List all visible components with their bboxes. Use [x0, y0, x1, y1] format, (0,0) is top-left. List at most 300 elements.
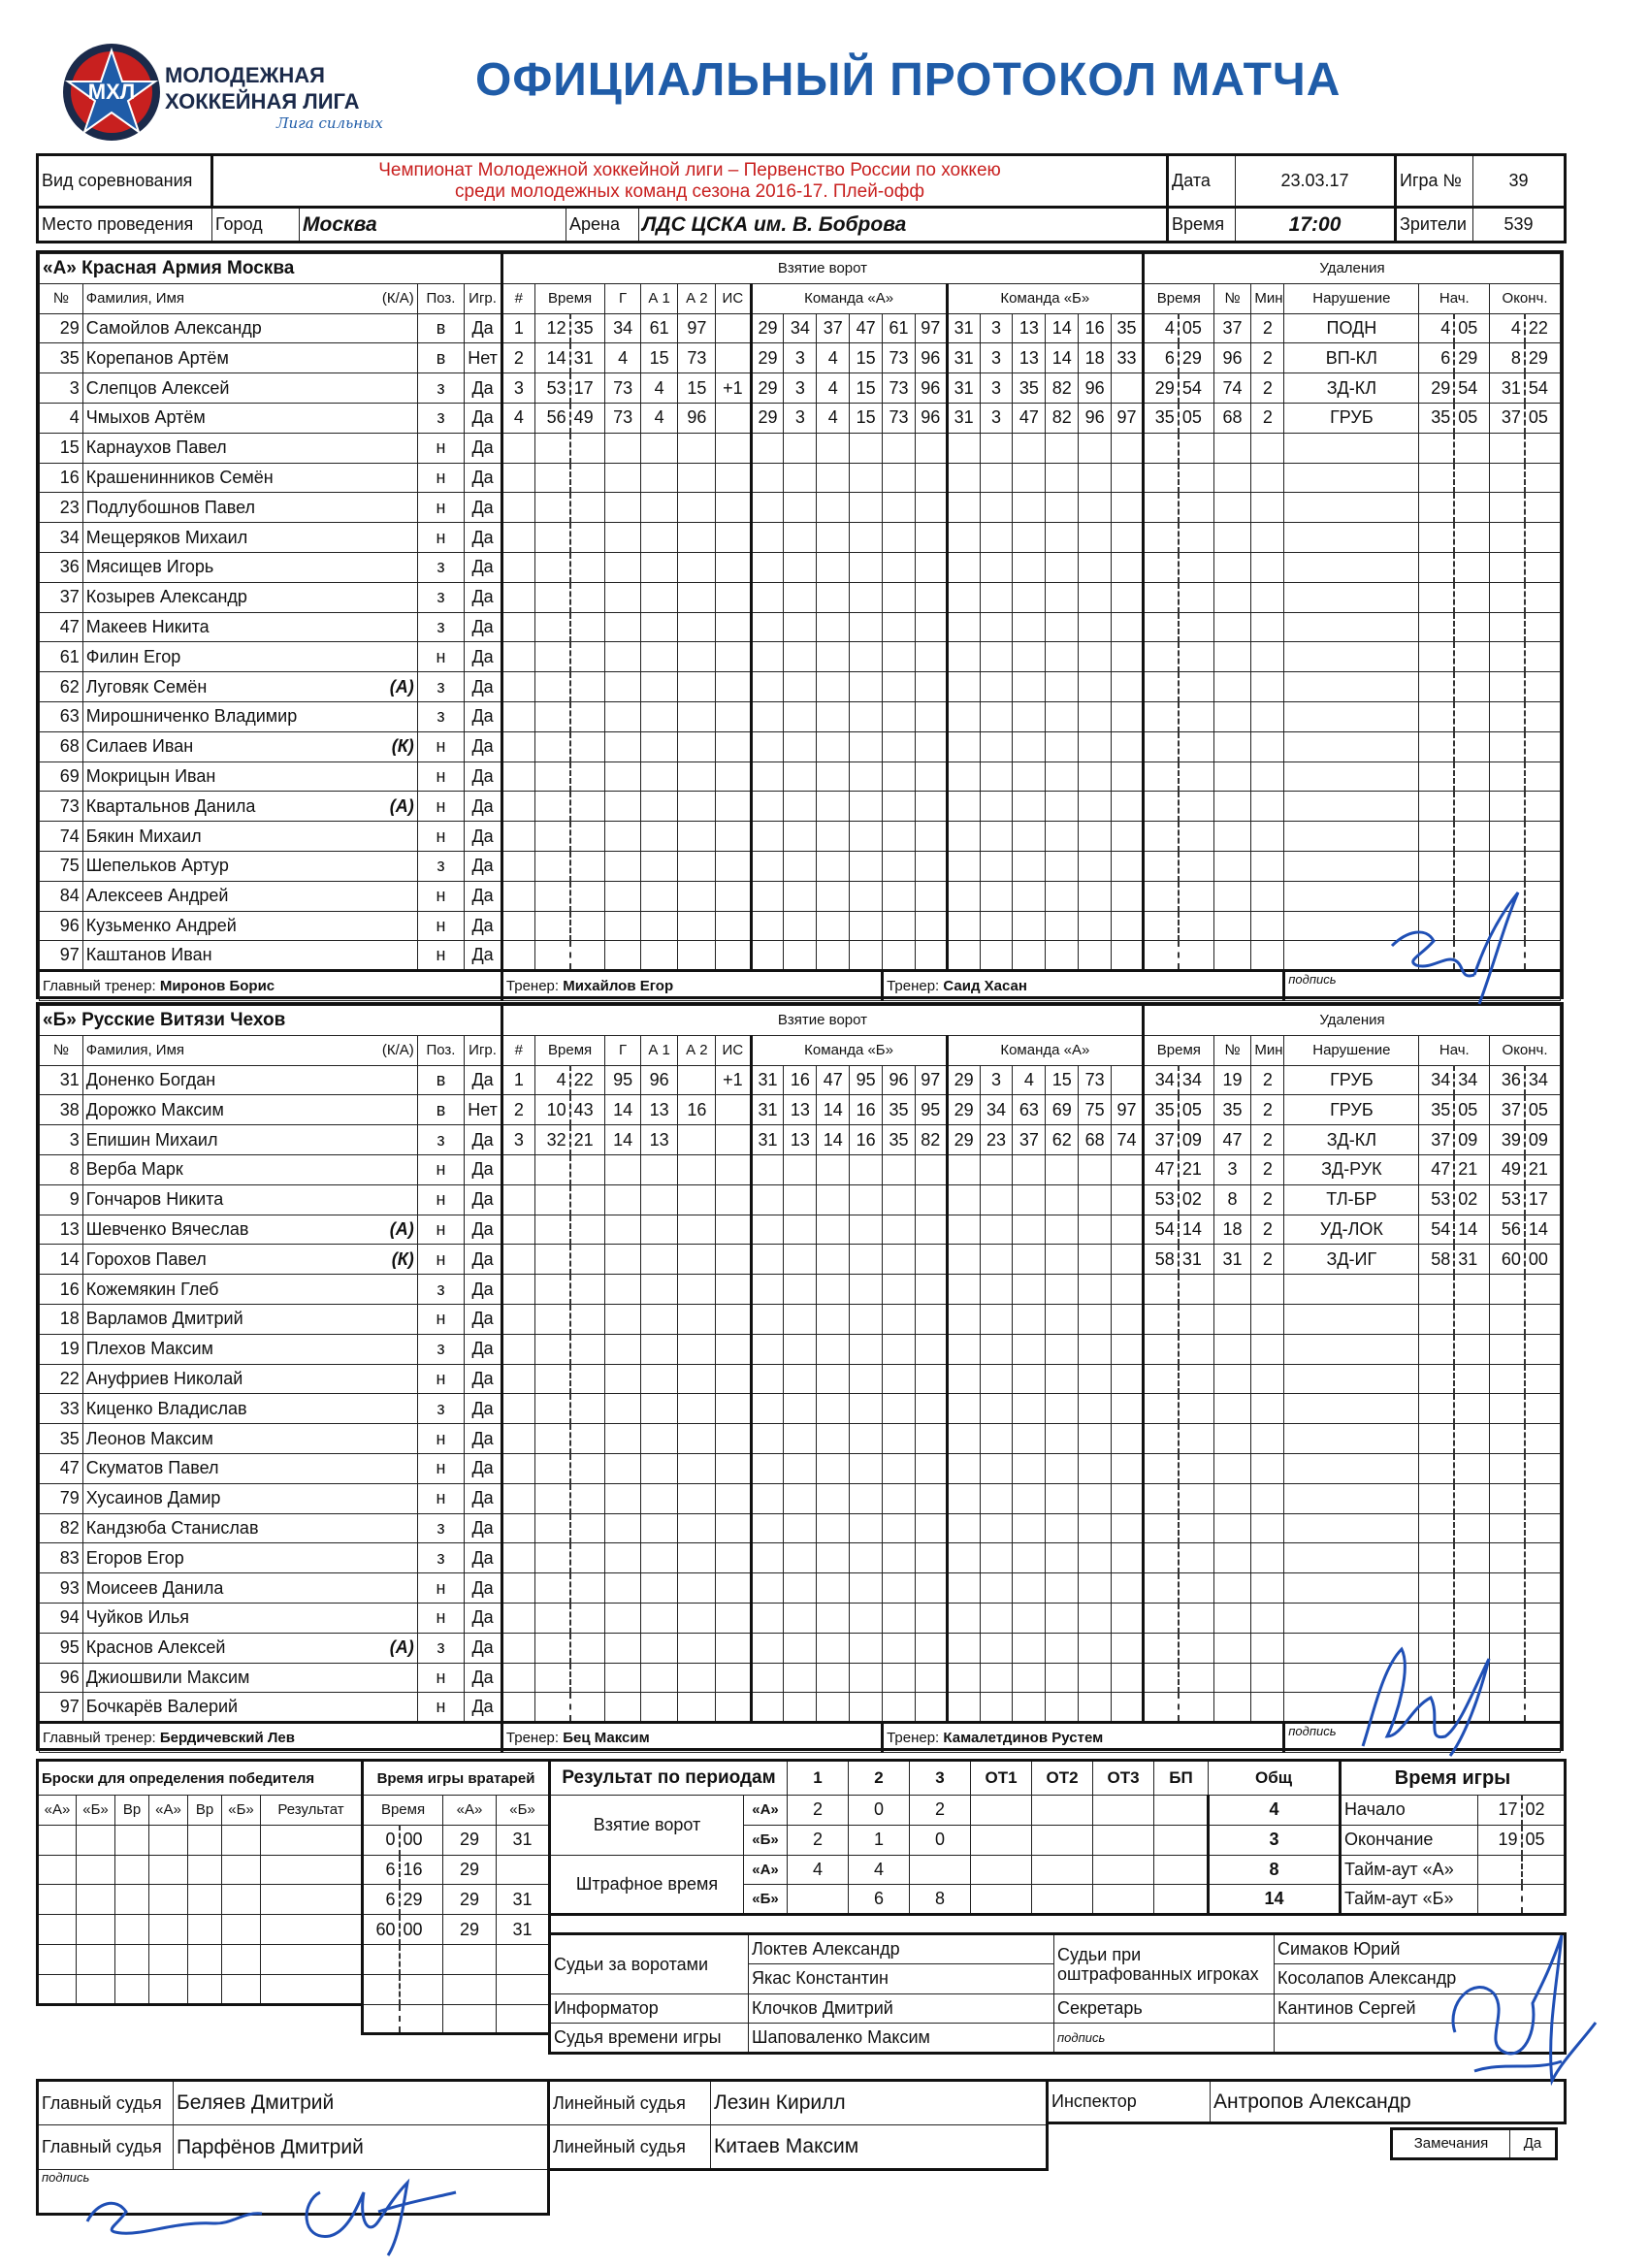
goal-situation: [716, 433, 751, 463]
goal-minute: [534, 1154, 569, 1184]
period-value: 6: [849, 1885, 910, 1915]
on-ice-player-second: [1046, 911, 1079, 941]
penalty-player: 37: [1213, 313, 1251, 343]
on-ice-player-first: [817, 881, 850, 911]
on-ice-player-second: [1046, 1275, 1079, 1305]
player-number: 97: [40, 941, 83, 971]
penalty-start-second: 31: [1454, 1245, 1489, 1275]
penalty-violation: [1284, 851, 1419, 881]
goal-minute: 12: [534, 313, 569, 343]
goal-second: 49: [570, 403, 605, 433]
player-row: [40, 1065, 1561, 1095]
goal-number: [501, 642, 534, 672]
on-ice-player-second: [1112, 761, 1144, 792]
on-ice-player-first: [817, 941, 850, 971]
on-ice-player-first: [751, 1543, 784, 1573]
penalty-violation: [1284, 1513, 1419, 1543]
penalty-minutes: [1251, 792, 1284, 822]
on-ice-player-second: 4: [1013, 1065, 1046, 1095]
goal-second: [570, 672, 605, 702]
on-ice-player-first: 15: [850, 403, 883, 433]
player-name: Мокрицын Иван: [85, 765, 216, 786]
player-plays: Да: [465, 1693, 502, 1723]
penalty-minute: [1144, 792, 1179, 822]
on-ice-player-second: [947, 1304, 980, 1334]
timekeeper-value: Шаповаленко Максим: [749, 2024, 1054, 2054]
col-goal-time: Время: [534, 283, 605, 313]
shootout-col: Результат: [261, 1796, 363, 1826]
goal-situation: [716, 1125, 751, 1155]
player-name: Краснов Алексей: [85, 1637, 226, 1658]
penalty-player: [1213, 1334, 1251, 1364]
player-number: 74: [40, 822, 83, 852]
goal-second: [570, 881, 605, 911]
on-ice-player-first: [817, 433, 850, 463]
player-name-cell: [82, 1693, 417, 1723]
on-ice-player-second: [1046, 493, 1079, 523]
remarks-label: Замечания: [1392, 2129, 1510, 2159]
on-ice-player-second: 69: [1046, 1095, 1079, 1125]
on-ice-player-first: [751, 1573, 784, 1604]
goal-minute: [534, 941, 569, 971]
penalty-start-minute: [1419, 672, 1454, 702]
on-ice-player-second: [1013, 1663, 1046, 1693]
goal-second: [570, 822, 605, 852]
penalties-section-title: Удаления: [1144, 254, 1561, 284]
player-plays: Да: [465, 1304, 502, 1334]
on-ice-player-first: [850, 612, 883, 642]
on-ice-player-first: [817, 911, 850, 941]
on-ice-player-first: [784, 792, 817, 822]
player-plays: Да: [465, 1245, 502, 1275]
goal-number: [501, 851, 534, 881]
on-ice-player-first: [784, 1304, 817, 1334]
on-ice-player-second: [980, 1603, 1013, 1633]
on-ice-player-second: 15: [1046, 1065, 1079, 1095]
goal-minute: [534, 731, 569, 761]
goalie-b: [497, 2004, 550, 2034]
on-ice-player-first: [883, 582, 916, 612]
on-ice-player-second: [980, 881, 1013, 911]
goal-assist-2: [678, 1513, 716, 1543]
on-ice-player-first: [751, 1453, 784, 1483]
goal-scorer: [605, 1483, 640, 1513]
on-ice-player-first: 35: [883, 1095, 916, 1125]
goal-minute: [534, 463, 569, 493]
player-number: 31: [40, 1065, 83, 1095]
on-ice-player-first: 47: [817, 1065, 850, 1095]
on-ice-player-first: [915, 1663, 947, 1693]
goalie-second: [400, 1974, 443, 2004]
goal-number: [501, 1304, 534, 1334]
on-ice-player-first: 29: [751, 343, 784, 373]
goal-situation: [716, 1364, 751, 1394]
on-ice-player-first: [915, 433, 947, 463]
player-name-cell: [82, 1603, 417, 1633]
player-number: 93: [40, 1573, 83, 1604]
period-value: [1093, 1885, 1154, 1915]
player-row: [40, 731, 1561, 761]
penalty-second: [1179, 911, 1213, 941]
on-ice-player-first: [915, 1633, 947, 1663]
coach-signature-label: подпись: [1284, 971, 1561, 1001]
on-ice-player-first: [915, 612, 947, 642]
coach-1-cell: [501, 1723, 882, 1753]
shootout-col: «Б»: [77, 1796, 115, 1826]
goalie-b: 31: [497, 1825, 550, 1855]
penalty-violation: [1284, 792, 1419, 822]
period-value: [1154, 1796, 1209, 1826]
col-penalty-minutes: Мин: [1251, 283, 1284, 313]
player-plays: Да: [465, 701, 502, 731]
goal-number: [501, 1453, 534, 1483]
on-ice-player-first: [751, 941, 784, 971]
player-name: Квартальнов Данила: [85, 795, 256, 816]
goal-assist-1: [640, 1245, 678, 1275]
on-ice-player-first: [883, 1424, 916, 1454]
on-ice-player-second: [980, 792, 1013, 822]
player-plays: Нет: [465, 343, 502, 373]
period-value: 0: [910, 1825, 971, 1855]
on-ice-player-first: 31: [751, 1125, 784, 1155]
on-ice-player-second: [1112, 582, 1144, 612]
spectators-label: Зрители: [1396, 208, 1473, 243]
penalty-minutes: [1251, 851, 1284, 881]
player-row: [40, 403, 1561, 433]
player-number: 68: [40, 731, 83, 761]
penalty-second: 02: [1179, 1184, 1213, 1215]
penalty-end-second: [1525, 1364, 1561, 1394]
penalty-minute: 54: [1144, 1215, 1179, 1245]
penalty-second: 31: [1179, 1245, 1213, 1275]
goalie-a: 29: [443, 1825, 497, 1855]
goal-number: 3: [501, 1125, 534, 1155]
penalty-start-second: [1454, 1424, 1489, 1454]
period-row-team: «А»: [744, 1855, 788, 1885]
penalty-second: [1179, 851, 1213, 881]
on-ice-player-second: [1046, 642, 1079, 672]
period-col: Общ: [1209, 1761, 1341, 1796]
on-ice-player-second: [1013, 1184, 1046, 1215]
period-results-table: [548, 1759, 1342, 1916]
penalty-end-second: [1525, 761, 1561, 792]
on-ice-player-second: [1046, 731, 1079, 761]
on-ice-player-second: [1079, 1633, 1112, 1663]
penalty-end-minute: [1490, 1394, 1525, 1424]
on-ice-player-first: [883, 1573, 916, 1604]
on-ice-player-first: [850, 792, 883, 822]
on-ice-player-first: [850, 1543, 883, 1573]
goal-assist-1: [640, 493, 678, 523]
penalty-start-minute: [1419, 1424, 1454, 1454]
on-ice-player-second: [1046, 881, 1079, 911]
goal-scorer: [605, 612, 640, 642]
goal-situation: [716, 672, 751, 702]
goalie-a: 29: [443, 1915, 497, 1945]
penalty-minute: [1144, 672, 1179, 702]
penalty-minutes: [1251, 1453, 1284, 1483]
col-assist-2: А 2: [678, 283, 716, 313]
penalty-minutes: [1251, 1334, 1284, 1364]
goal-second: [570, 1693, 605, 1723]
player-name-cell: [82, 792, 417, 822]
on-ice-player-first: [883, 672, 916, 702]
penalty-violation: [1284, 672, 1419, 702]
on-ice-player-first: [817, 1364, 850, 1394]
goal-assist-1: [640, 822, 678, 852]
player-name: Егоров Егор: [85, 1547, 184, 1568]
on-ice-player-first: [850, 1663, 883, 1693]
goal-assist-1: [640, 552, 678, 582]
player-name-cell: [82, 1215, 417, 1245]
penalty-second: 14: [1179, 1215, 1213, 1245]
on-ice-player-first: [817, 731, 850, 761]
penalty-second: [1179, 1275, 1213, 1305]
period-value: [1093, 1855, 1154, 1885]
player-plays: Да: [465, 761, 502, 792]
on-ice-player-second: [947, 822, 980, 852]
penalty-start-second: 02: [1454, 1184, 1489, 1215]
goal-assist-2: 16: [678, 1095, 716, 1125]
player-plays: Да: [465, 1453, 502, 1483]
on-ice-player-first: [850, 1364, 883, 1394]
col-penalty-minutes: Мин: [1251, 1035, 1284, 1065]
on-ice-player-second: 31: [947, 373, 980, 404]
penalty-start-minute: [1419, 1513, 1454, 1543]
on-ice-player-second: [1046, 1215, 1079, 1245]
penalty-minute: [1144, 493, 1179, 523]
on-ice-player-second: [947, 851, 980, 881]
player-row: [40, 1513, 1561, 1543]
penalty-minute: [1144, 463, 1179, 493]
on-ice-player-second: [980, 582, 1013, 612]
goal-scorer: [605, 1424, 640, 1454]
penalty-second: [1179, 1483, 1213, 1513]
on-ice-player-first: [850, 1394, 883, 1424]
period-value: 0: [849, 1796, 910, 1826]
player-row: [40, 343, 1561, 373]
penalty-player: 74: [1213, 373, 1251, 404]
col-penalty-start: Нач.: [1419, 283, 1490, 313]
penalty-minute: [1144, 1633, 1179, 1663]
player-plays: Да: [465, 642, 502, 672]
player-name-cell: [82, 1065, 417, 1095]
player-position: н: [417, 1603, 464, 1633]
on-ice-player-second: [1079, 701, 1112, 731]
penalty-start-minute: 29: [1419, 373, 1454, 404]
goal-number: 2: [501, 343, 534, 373]
on-ice-player-second: [947, 493, 980, 523]
on-ice-player-first: [850, 1573, 883, 1604]
linesman-2-label: Линейный судья: [549, 2125, 711, 2170]
player-name-cell: [82, 642, 417, 672]
penalty-player: [1213, 1453, 1251, 1483]
penalty-end-second: 05: [1525, 1095, 1561, 1125]
period-value: [1154, 1885, 1209, 1915]
player-number: 18: [40, 1304, 83, 1334]
on-ice-player-first: [751, 493, 784, 523]
penalty-violation: [1284, 761, 1419, 792]
coach-1-name: Бец Максим: [563, 1730, 650, 1747]
on-ice-player-second: [1046, 552, 1079, 582]
goal-number: [501, 552, 534, 582]
penalty-end-minute: 39: [1490, 1125, 1525, 1155]
penalty-minutes: [1251, 1483, 1284, 1513]
penalty-end-second: [1525, 612, 1561, 642]
player-name-cell: [82, 672, 417, 702]
goal-minute: [534, 612, 569, 642]
player-row: [40, 1304, 1561, 1334]
goal-minute: [534, 881, 569, 911]
player-name-cell: [82, 911, 417, 941]
time-value: 17:00: [1236, 208, 1396, 243]
penalty-start-minute: [1419, 433, 1454, 463]
penalty-violation: [1284, 493, 1419, 523]
player-number: 38: [40, 1095, 83, 1125]
goalie-b: [497, 1944, 550, 1974]
on-ice-player-first: [915, 1154, 947, 1184]
player-name-cell: [82, 1275, 417, 1305]
on-ice-player-first: 73: [883, 343, 916, 373]
head-coach-cell: [40, 971, 502, 1001]
period-value: 8: [910, 1885, 971, 1915]
player-name-cell: [82, 433, 417, 463]
goal-situation: [716, 1304, 751, 1334]
period-value: 1: [849, 1825, 910, 1855]
coach-2-label: Тренер:: [887, 1730, 940, 1747]
on-ice-player-first: [784, 701, 817, 731]
goal-number: [501, 1603, 534, 1633]
on-ice-player-first: [817, 1693, 850, 1723]
team-b-grid: [39, 1005, 1561, 1753]
penalty-start-minute: [1419, 1573, 1454, 1604]
goal-situation: [716, 612, 751, 642]
on-ice-player-second: [980, 1275, 1013, 1305]
period-col: БП: [1154, 1761, 1209, 1796]
team-title: «Б» Русские Витязи Чехов: [40, 1006, 502, 1036]
player-plays: Да: [465, 1215, 502, 1245]
on-ice-player-first: 16: [850, 1095, 883, 1125]
goal-situation: [716, 851, 751, 881]
on-ice-player-second: [1046, 612, 1079, 642]
penalty-violation: [1284, 642, 1419, 672]
penalty-start-minute: [1419, 1543, 1454, 1573]
period-value: [971, 1825, 1032, 1855]
penalty-end-minute: [1490, 1424, 1525, 1454]
inspector-label: Инспектор: [1048, 2081, 1211, 2123]
player-position: з: [417, 1543, 464, 1573]
on-ice-player-first: [883, 1543, 916, 1573]
goal-judges-label: Судьи за воротами: [550, 1934, 749, 1994]
on-ice-player-first: 73: [883, 373, 916, 404]
on-ice-player-second: [1112, 792, 1144, 822]
player-row: [40, 552, 1561, 582]
player-number: 73: [40, 792, 83, 822]
penalty-start-second: 09: [1454, 1125, 1489, 1155]
on-ice-player-first: [751, 731, 784, 761]
officials-table: [548, 1932, 1567, 2055]
player-name-cell: [82, 1334, 417, 1364]
goal-situation: [716, 1543, 751, 1573]
on-ice-player-second: [980, 1245, 1013, 1275]
on-ice-player-first: 15: [850, 373, 883, 404]
goal-second: 17: [570, 373, 605, 404]
player-row: [40, 1693, 1561, 1723]
goal-scorer: [605, 1453, 640, 1483]
on-ice-player-first: [883, 941, 916, 971]
coaches-row: [40, 971, 1561, 1001]
goal-assist-2: [678, 792, 716, 822]
penalty-violation: УД-ЛОК: [1284, 1215, 1419, 1245]
penalty-violation: ГРУБ: [1284, 1095, 1419, 1125]
penalty-end-minute: [1490, 672, 1525, 702]
player-number: 34: [40, 523, 83, 553]
penalty-player: [1213, 672, 1251, 702]
goal-second: [570, 433, 605, 463]
shootout-col: «Б»: [222, 1796, 261, 1826]
on-ice-player-second: 35: [1112, 313, 1144, 343]
on-ice-player-second: [1046, 523, 1079, 553]
on-ice-player-second: [980, 1543, 1013, 1573]
penalty-minute: [1144, 523, 1179, 553]
on-ice-player-second: [1112, 672, 1144, 702]
goal-minute: [534, 851, 569, 881]
on-ice-player-first: [915, 701, 947, 731]
goalie-b: [497, 1974, 550, 2004]
on-ice-player-second: [1013, 1543, 1046, 1573]
penalty-violation: ПОДН: [1284, 313, 1419, 343]
penalty-minute: [1144, 612, 1179, 642]
goal-assist-2: [678, 672, 716, 702]
on-ice-player-first: 3: [784, 373, 817, 404]
on-ice-player-second: [947, 1573, 980, 1604]
on-ice-player-second: [1112, 731, 1144, 761]
on-ice-player-second: [1112, 1603, 1144, 1633]
goal-situation: [716, 1453, 751, 1483]
penalty-player: [1213, 792, 1251, 822]
player-name: Макеев Никита: [85, 616, 210, 636]
on-ice-player-second: [980, 1154, 1013, 1184]
goal-assist-2: [678, 582, 716, 612]
penalty-box-judges-label: Судьи при оштрафованных игроках: [1054, 1934, 1275, 1994]
player-position: н: [417, 1184, 464, 1215]
player-number: 35: [40, 1424, 83, 1454]
on-ice-player-first: [915, 523, 947, 553]
player-row: [40, 1154, 1561, 1184]
on-ice-player-first: [784, 1603, 817, 1633]
goal-number: [501, 1364, 534, 1394]
on-ice-player-first: [915, 642, 947, 672]
penalty-start-minute: 37: [1419, 1125, 1454, 1155]
penalty-player: [1213, 941, 1251, 971]
on-ice-player-first: [883, 1603, 916, 1633]
penalty-second: [1179, 701, 1213, 731]
penalty-end-minute: [1490, 463, 1525, 493]
on-ice-player-first: [850, 493, 883, 523]
on-ice-player-first: [850, 701, 883, 731]
period-value: 3: [1209, 1825, 1341, 1855]
penalty-end-minute: [1490, 612, 1525, 642]
penalty-minute: [1144, 1334, 1179, 1364]
player-name-cell: [82, 1663, 417, 1693]
penalty-player: [1213, 552, 1251, 582]
penalty-player: 18: [1213, 1215, 1251, 1245]
player-name-cell: [82, 1394, 417, 1424]
goal-scorer: [605, 941, 640, 971]
on-ice-player-first: [817, 582, 850, 612]
on-ice-player-first: [817, 1275, 850, 1305]
col-ka-label: (К/А): [381, 290, 414, 308]
